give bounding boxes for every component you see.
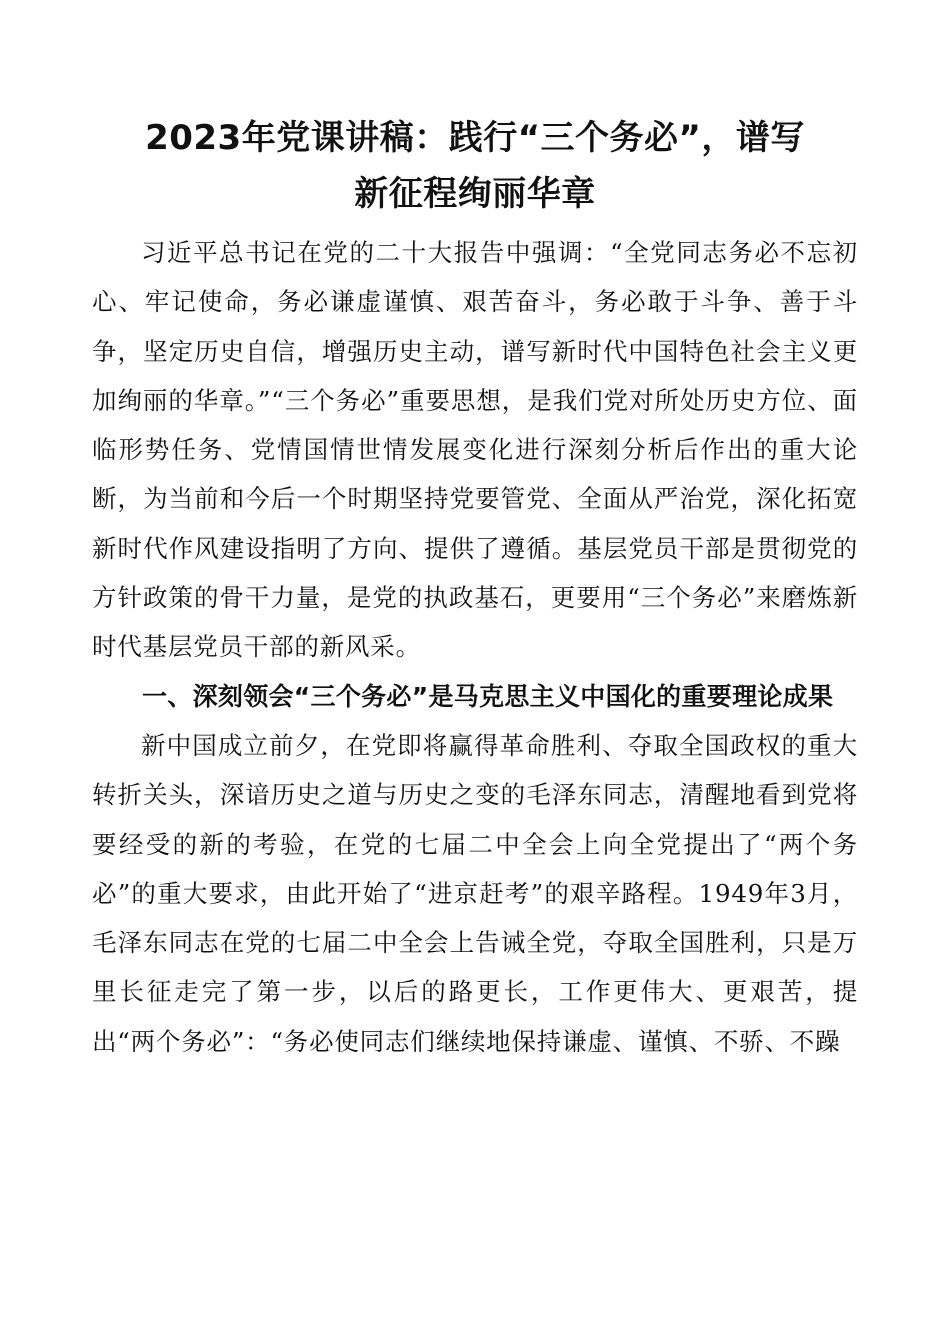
paragraph-section-1: 新中国成立前夕，在党即将赢得革命胜利、夺取全国政权的重大转折关头，深谙历史之道与历史之变的毛泽东同志，清醒地看到党将要经受的新的考验，在党的七届二中全会上向全党提出了“两个务必”的重大要求，由此开始了“进京赶考”的艰辛路程。1949年3月，毛泽东同志在党的七届二中全会上告诫全党，夺取全国胜利，只是万里长征走完了第一步，以后的路更长，工作更伟大、更艰苦，提出“两个务必”：“务必使同志们继续地保持谦虚、谨慎、不骄、不躁 [92,730,858,1056]
title-line-1: 2023年党课讲稿：践行“三个务必”，谱写 [145,118,805,158]
paragraph-intro: 习近平总书记在党的二十大报告中强调：“全党同志务必不忘初心、牢记使命，务必谦虚谨慎、艰苦奋斗，务必敢于斗争、善于斗争，坚定历史自信，增强历史主动，谱写新时代中国特色社会主义更加绚丽的华章。”“三个务必”重要思想，是我们党对所处历史方位、面临形势任务、党情国情世情发展变化进行深刻分析后作出的重大论断，为当前和今后一个时期坚持党要管党、全面从严治党，深化拓宽新时代作风建设指明了方向、提供了遵循。基层党员干部是贯彻党的方针政策的骨干力量，是党的执政基石，更要用“三个务必”来磨炼新时代基层党员干部的新风采。 [92,238,858,662]
document-body [92,228,858,1066]
section-heading-1: 一、深刻领会“三个务必”是马克思主义中国化的重要理论成果 [142,681,834,711]
title-line-2: 新征程绚丽华章 [354,174,596,214]
document-title [92,110,858,222]
